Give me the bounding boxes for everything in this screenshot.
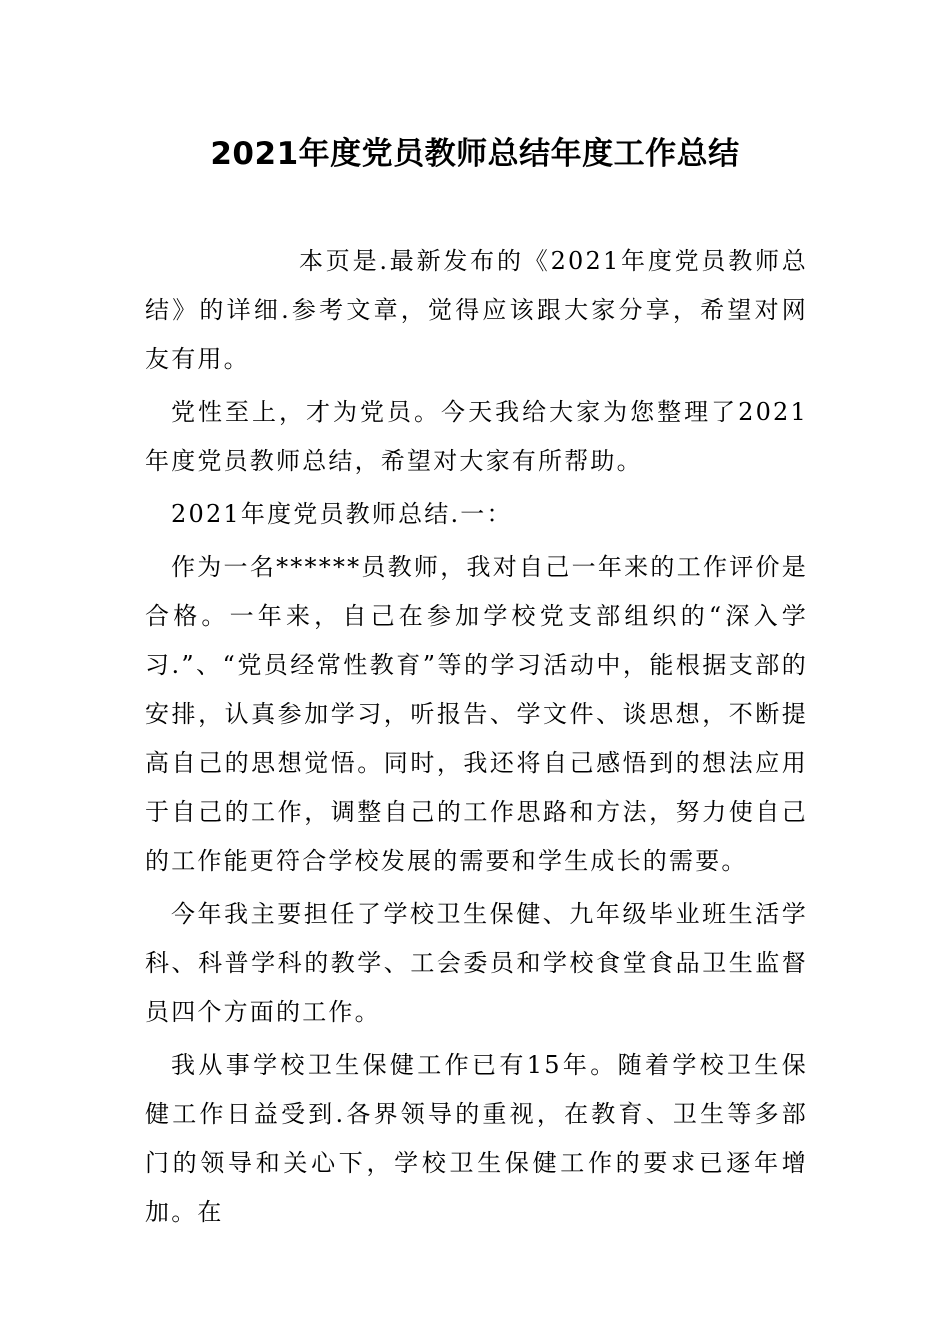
section-heading: 2021年度党员教师总结.一： (171, 500, 513, 528)
intro-paragraph: 本页是.最新发布的《2021年度党员教师总结》的详细.参考文章，觉得应该跟大家分享，希望对网友有用。 (145, 247, 808, 373)
body-paragraph: 作为一名******员教师，我对自己一年来的工作评价是合格。一年来，自己在参加学校党支部组织的“深入学习.”、“党员经常性教育”等的学习活动中，能根据支部的安排，认真参加学习，听报告、学文件、谈思想，不断提高自己的思想觉悟。同时，我还将自己感悟到的想法应用于自己的工作，调整自己的工作思路和方法，努力使自己的工作能更符合学校发展的需要和学生成长的需要。 (145, 553, 808, 875)
body-paragraph: 今年我主要担任了学校卫生保健、九年级毕业班生活学科、科普学科的教学、工会委员和学校食堂食品卫生监督员四个方面的工作。 (145, 900, 808, 1026)
body-paragraph: 我从事学校卫生保健工作已有15年。随着学校卫生保健工作日益受到.各界领导的重视，在教育、卫生等多部门的领导和关心下，学校卫生保健工作的要求已逐年增加。在 (145, 1051, 808, 1226)
document-body (145, 237, 808, 1241)
opening-paragraph: 党性至上，才为党员。今天我给大家为您整理了2021年度党员教师总结，希望对大家有所帮助。 (145, 398, 808, 475)
document-title: 2021年度党员教师总结年度工作总结 (210, 136, 740, 172)
